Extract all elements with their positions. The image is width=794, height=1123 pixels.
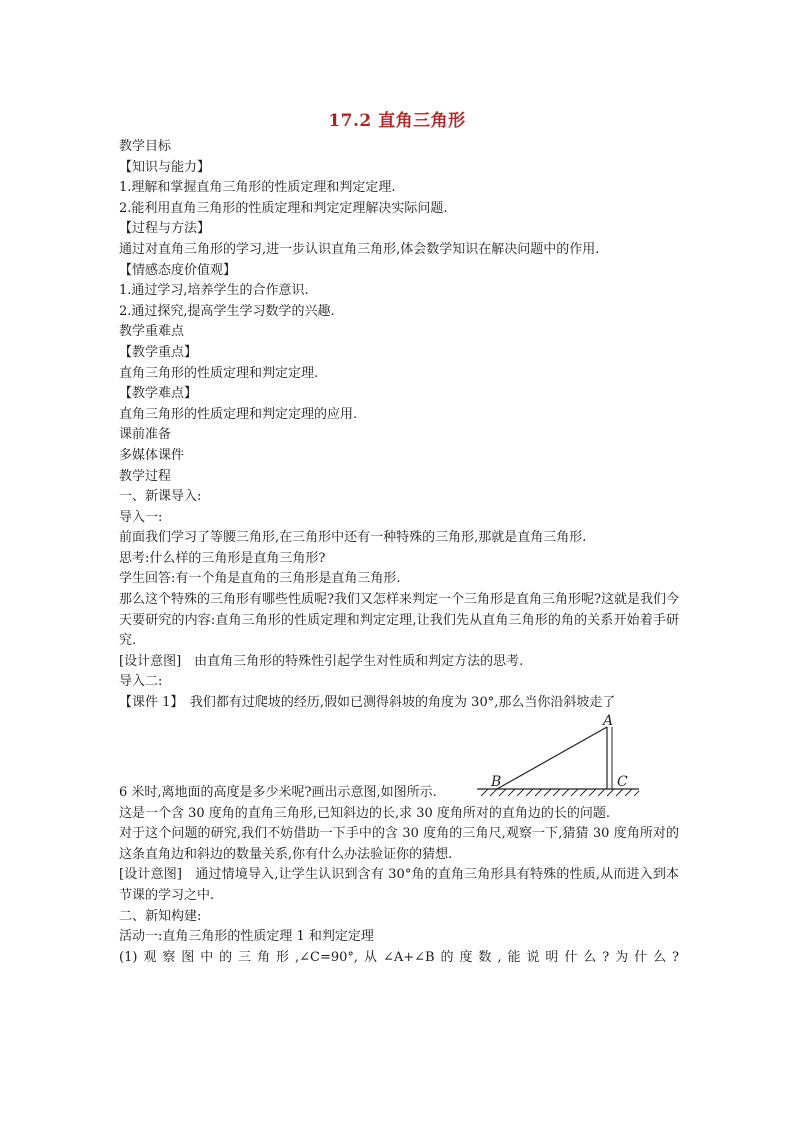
document-body [119, 137, 679, 968]
text-line: 导入一: [119, 509, 163, 525]
label-a: A [603, 713, 614, 729]
design-intent-note: [设计意图] 由直角三角形的特殊性引起学生对性质和判定方法的思考. [119, 653, 524, 669]
subheading-focus: 【教学重点】 [119, 344, 198, 360]
text-line: 思考:什么样的三角形是直角三角形? [119, 550, 326, 566]
hypotenuse [497, 727, 607, 789]
subheading-attitude: 【情感态度价值观】 [119, 262, 237, 278]
text-line: 2.通过探究,提高学生学习数学的兴趣. [119, 303, 335, 319]
text-line: 一、新课导入: [119, 489, 202, 505]
text-line: 1.通过学习,培养学生的合作意识. [119, 283, 309, 299]
text-line: 导入二: [119, 674, 163, 690]
text-line: 6 米时,离地面的高度是多少米呢?画出示意图,如图所示. [119, 785, 437, 801]
text-line: 通过对直角三角形的学习,进一步认识直角三角形,体会数学知识在解决问题中的作用. [119, 241, 600, 257]
activity-heading: 活动一:直角三角形的性质定理 1 和判定定理 [119, 929, 374, 945]
subheading-process: 【过程与方法】 [119, 221, 211, 237]
section-heading-preparation: 课前准备 [119, 427, 172, 443]
label-b: B [491, 773, 502, 790]
figure-block [119, 714, 679, 804]
section-heading-objectives: 教学目标 [119, 139, 172, 154]
text-line: 2.能利用直角三角形的性质定理和判定定理解决实际问题. [119, 200, 448, 216]
section-heading-key-points: 教学重难点 [119, 324, 185, 340]
right-triangle-figure [477, 714, 647, 804]
section-heading-process: 教学过程 [119, 468, 172, 484]
design-intent-note: [设计意图] 通过情境导入,让学生认识到含有 30°角的直角三角形具有特殊的性质,从而进入到本节课的学习之中. [119, 867, 679, 903]
page-title: 17.2 直角三角形 [328, 111, 466, 131]
subheading-difficulty: 【教学难点】 [119, 386, 198, 402]
ground-hatching [481, 789, 639, 796]
text-line: 这是一个含 30 度角的直角三角形,已知斜边的长,求 30 度角所对的直角边的长的问题. [119, 805, 611, 821]
paragraph: 对于这个问题的研究,我们不妨借助一下手中的含 30 度角的三角尺,观察一下,猜猜 30 度角所对的这条直角边和斜边的数量关系,你有什么办法验证你的猜想. [119, 826, 679, 862]
courseware-line: 【课件 1】 我们都有过爬坡的经历,假如已测得斜坡的角度为 30°,那么当你沿斜坡走了 [119, 695, 616, 711]
text-line: 直角三角形的性质定理和判定定理的应用. [119, 406, 358, 422]
text-line: 直角三角形的性质定理和判定定理. [119, 365, 319, 381]
paragraph: 那么这个特殊的三角形有哪些性质呢?我们又怎样来判定一个三角形是直角三角形呢?这就是我们今天要研究的内容:直角三角形的性质定理和判定定理,让我们先从直角三角形的角的关系开始着手研究. [119, 592, 679, 649]
subheading-knowledge: 【知识与能力】 [119, 159, 211, 175]
section-heading-new-knowledge: 二、新知构建: [119, 908, 202, 924]
text-line: 多媒体课件 [119, 447, 185, 463]
question-line: (1)观察图中的三角形,∠C=90°,从∠A+∠B的度数,能说明什么?为什么? [119, 949, 679, 965]
label-c: C [617, 773, 628, 790]
text-line: 学生回答:有一个角是直角的三角形是直角三角形. [119, 571, 401, 587]
text-line: 1.理解和掌握直角三角形的性质定理和判定定理. [119, 180, 396, 196]
text-line: 前面我们学习了等腰三角形,在三角形中还有一种特殊的三角形,那就是直角三角形. [119, 530, 587, 546]
